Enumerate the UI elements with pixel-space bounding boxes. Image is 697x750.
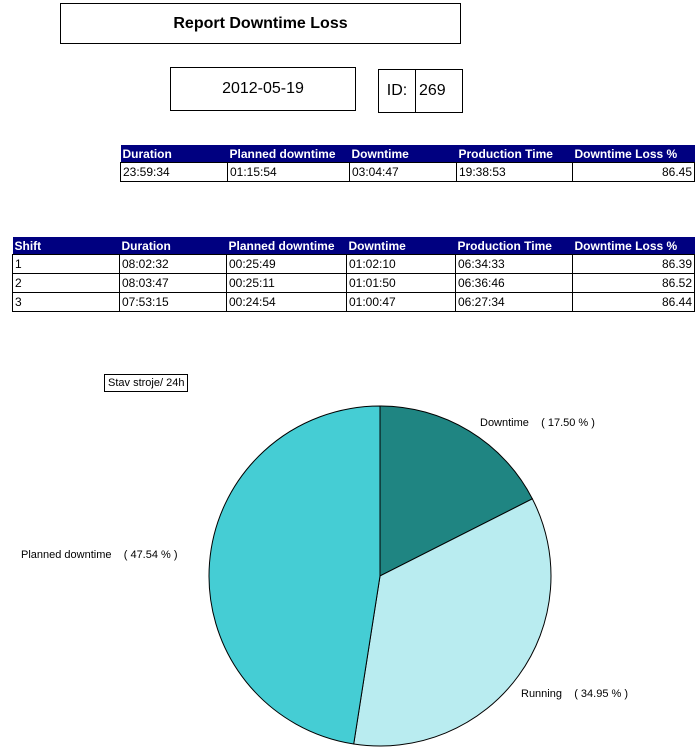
cell-production-time: 06:36:46: [456, 274, 573, 293]
col-downtime: Downtime: [350, 145, 457, 163]
col-duration: Duration: [120, 237, 227, 255]
cell-planned-downtime: 00:25:11: [227, 274, 347, 293]
cell-production-time: 06:27:34: [456, 293, 573, 312]
col-shift: Shift: [13, 237, 120, 255]
col-loss-percent: Downtime Loss %: [573, 237, 695, 255]
pie-label-running: Running ( 34.95 % ): [521, 688, 629, 700]
cell-downtime: 03:04:47: [350, 163, 457, 182]
report-date: 2012-05-19: [170, 67, 356, 111]
cell-production-time: 06:34:33: [456, 255, 573, 274]
col-production-time: Production Time: [457, 145, 573, 163]
pie-label-planned-downtime: Planned downtime ( 47.54 % ): [21, 549, 178, 561]
cell-shift: 1: [13, 255, 120, 274]
cell-loss-percent: 86.44: [573, 293, 695, 312]
cell-duration: 08:03:47: [120, 274, 227, 293]
col-planned-downtime: Planned downtime: [227, 237, 347, 255]
report-title: Report Downtime Loss: [60, 3, 461, 44]
cell-planned-downtime: 00:24:54: [227, 293, 347, 312]
cell-loss-percent: 86.45: [573, 163, 695, 182]
col-loss-percent: Downtime Loss %: [573, 145, 695, 163]
id-value: 269: [415, 69, 463, 113]
col-duration: Duration: [121, 145, 228, 163]
pie-label-downtime: Downtime ( 17.50 % ): [480, 417, 595, 429]
id-label: ID:: [378, 69, 416, 113]
chart-title: Stav stroje/ 24h: [104, 374, 188, 392]
col-production-time: Production Time: [456, 237, 573, 255]
cell-shift: 2: [13, 274, 120, 293]
cell-planned-downtime: 00:25:49: [227, 255, 347, 274]
pie-slice-planned-downtime: [209, 406, 380, 744]
cell-downtime: 01:01:50: [347, 274, 456, 293]
cell-planned-downtime: 01:15:54: [228, 163, 350, 182]
cell-downtime: 01:02:10: [347, 255, 456, 274]
cell-duration: 23:59:34: [121, 163, 228, 182]
cell-production-time: 19:38:53: [457, 163, 573, 182]
cell-duration: 08:02:32: [120, 255, 227, 274]
cell-loss-percent: 86.52: [573, 274, 695, 293]
cell-shift: 3: [13, 293, 120, 312]
col-downtime: Downtime: [347, 237, 456, 255]
cell-duration: 07:53:15: [120, 293, 227, 312]
cell-loss-percent: 86.39: [573, 255, 695, 274]
col-planned-downtime: Planned downtime: [228, 145, 350, 163]
cell-downtime: 01:00:47: [347, 293, 456, 312]
